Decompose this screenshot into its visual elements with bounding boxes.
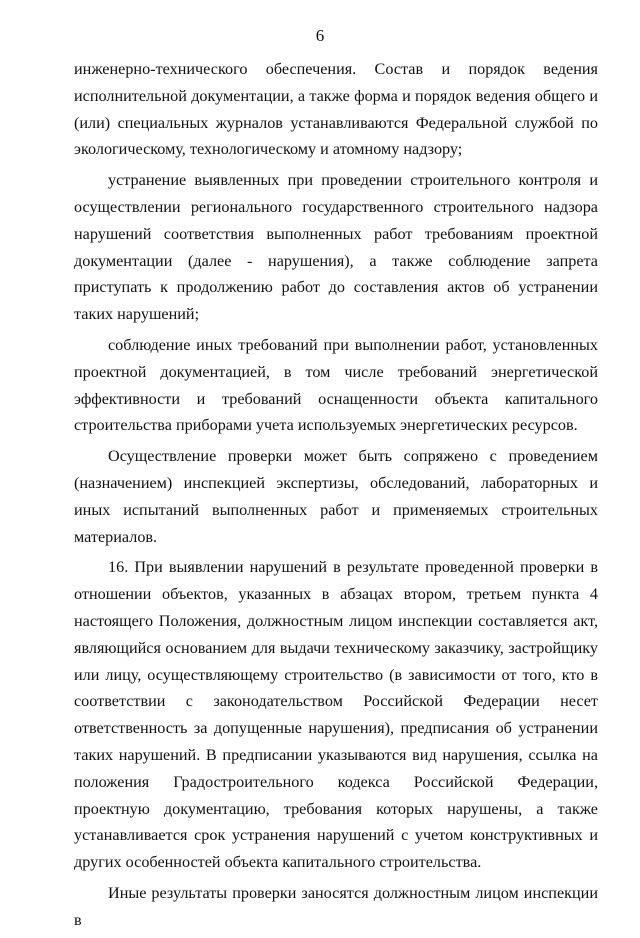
paragraph-section-16: 16. При выявлении нарушений в результате проведенной проверки в отношении объектов, указанных в абзацах втором, третьем пункта 4 настоящего Положения, должностным лицом инспекции составляется акт, являющийся основанием для выдачи техническому заказчику, застройщику или лицу, осуществляющему строительство (в зависимости от того, кто в соответствии с законодательством Российской Федерации несет ответственность за допущенные нарушения), предписания об устранении таких нарушений. В предписании указываются вид нарушения, ссылка на положения Градостроительного кодекса Российской Федерации, проектную документацию, требования которых нарушены, а также устанавливается срок устранения нарушений с учетом конструктивных и других особенностей объекта капитального строительства. bbox=[74, 558, 598, 872]
page-number: 6 bbox=[315, 26, 325, 45]
paragraph-continuation: инженерно-технического обеспечения. Состав и порядок ведения исполнительной документации, а также форма и порядок ведения общего и (или) специальных журналов устанавливаются Федеральной службой по экологическому, технологическому и атомному надзору; bbox=[74, 60, 598, 159]
paragraph-other-results: Иные результаты проверки заносятся должностным лицом инспекции в bbox=[74, 883, 598, 929]
document-body bbox=[74, 56, 598, 938]
paragraph-inspection-expertise: Осуществление проверки может быть сопряжено с проведением (назначением) инспекцией экспертизы, обследований, лабораторных и иных испытаний выполненных работ и применяемых строительных материалов. bbox=[74, 447, 598, 546]
paragraph-violations-elimination: устранение выявленных при проведении строительного контроля и осуществлении регионального государственного строительного надзора нарушений соответствия выполненных работ требованиям проектной документации (далее - нарушения), а также соблюдение запрета приступать к продолжению работ до составления актов об устранении таких нарушений; bbox=[74, 171, 598, 324]
paragraph-other-requirements: соблюдение иных требований при выполнении работ, установленных проектной документацией, в том числе требований энергетической эффективности и требований оснащенности объекта капитального строительства приборами учета используемых энергетических ресурсов. bbox=[74, 335, 598, 435]
